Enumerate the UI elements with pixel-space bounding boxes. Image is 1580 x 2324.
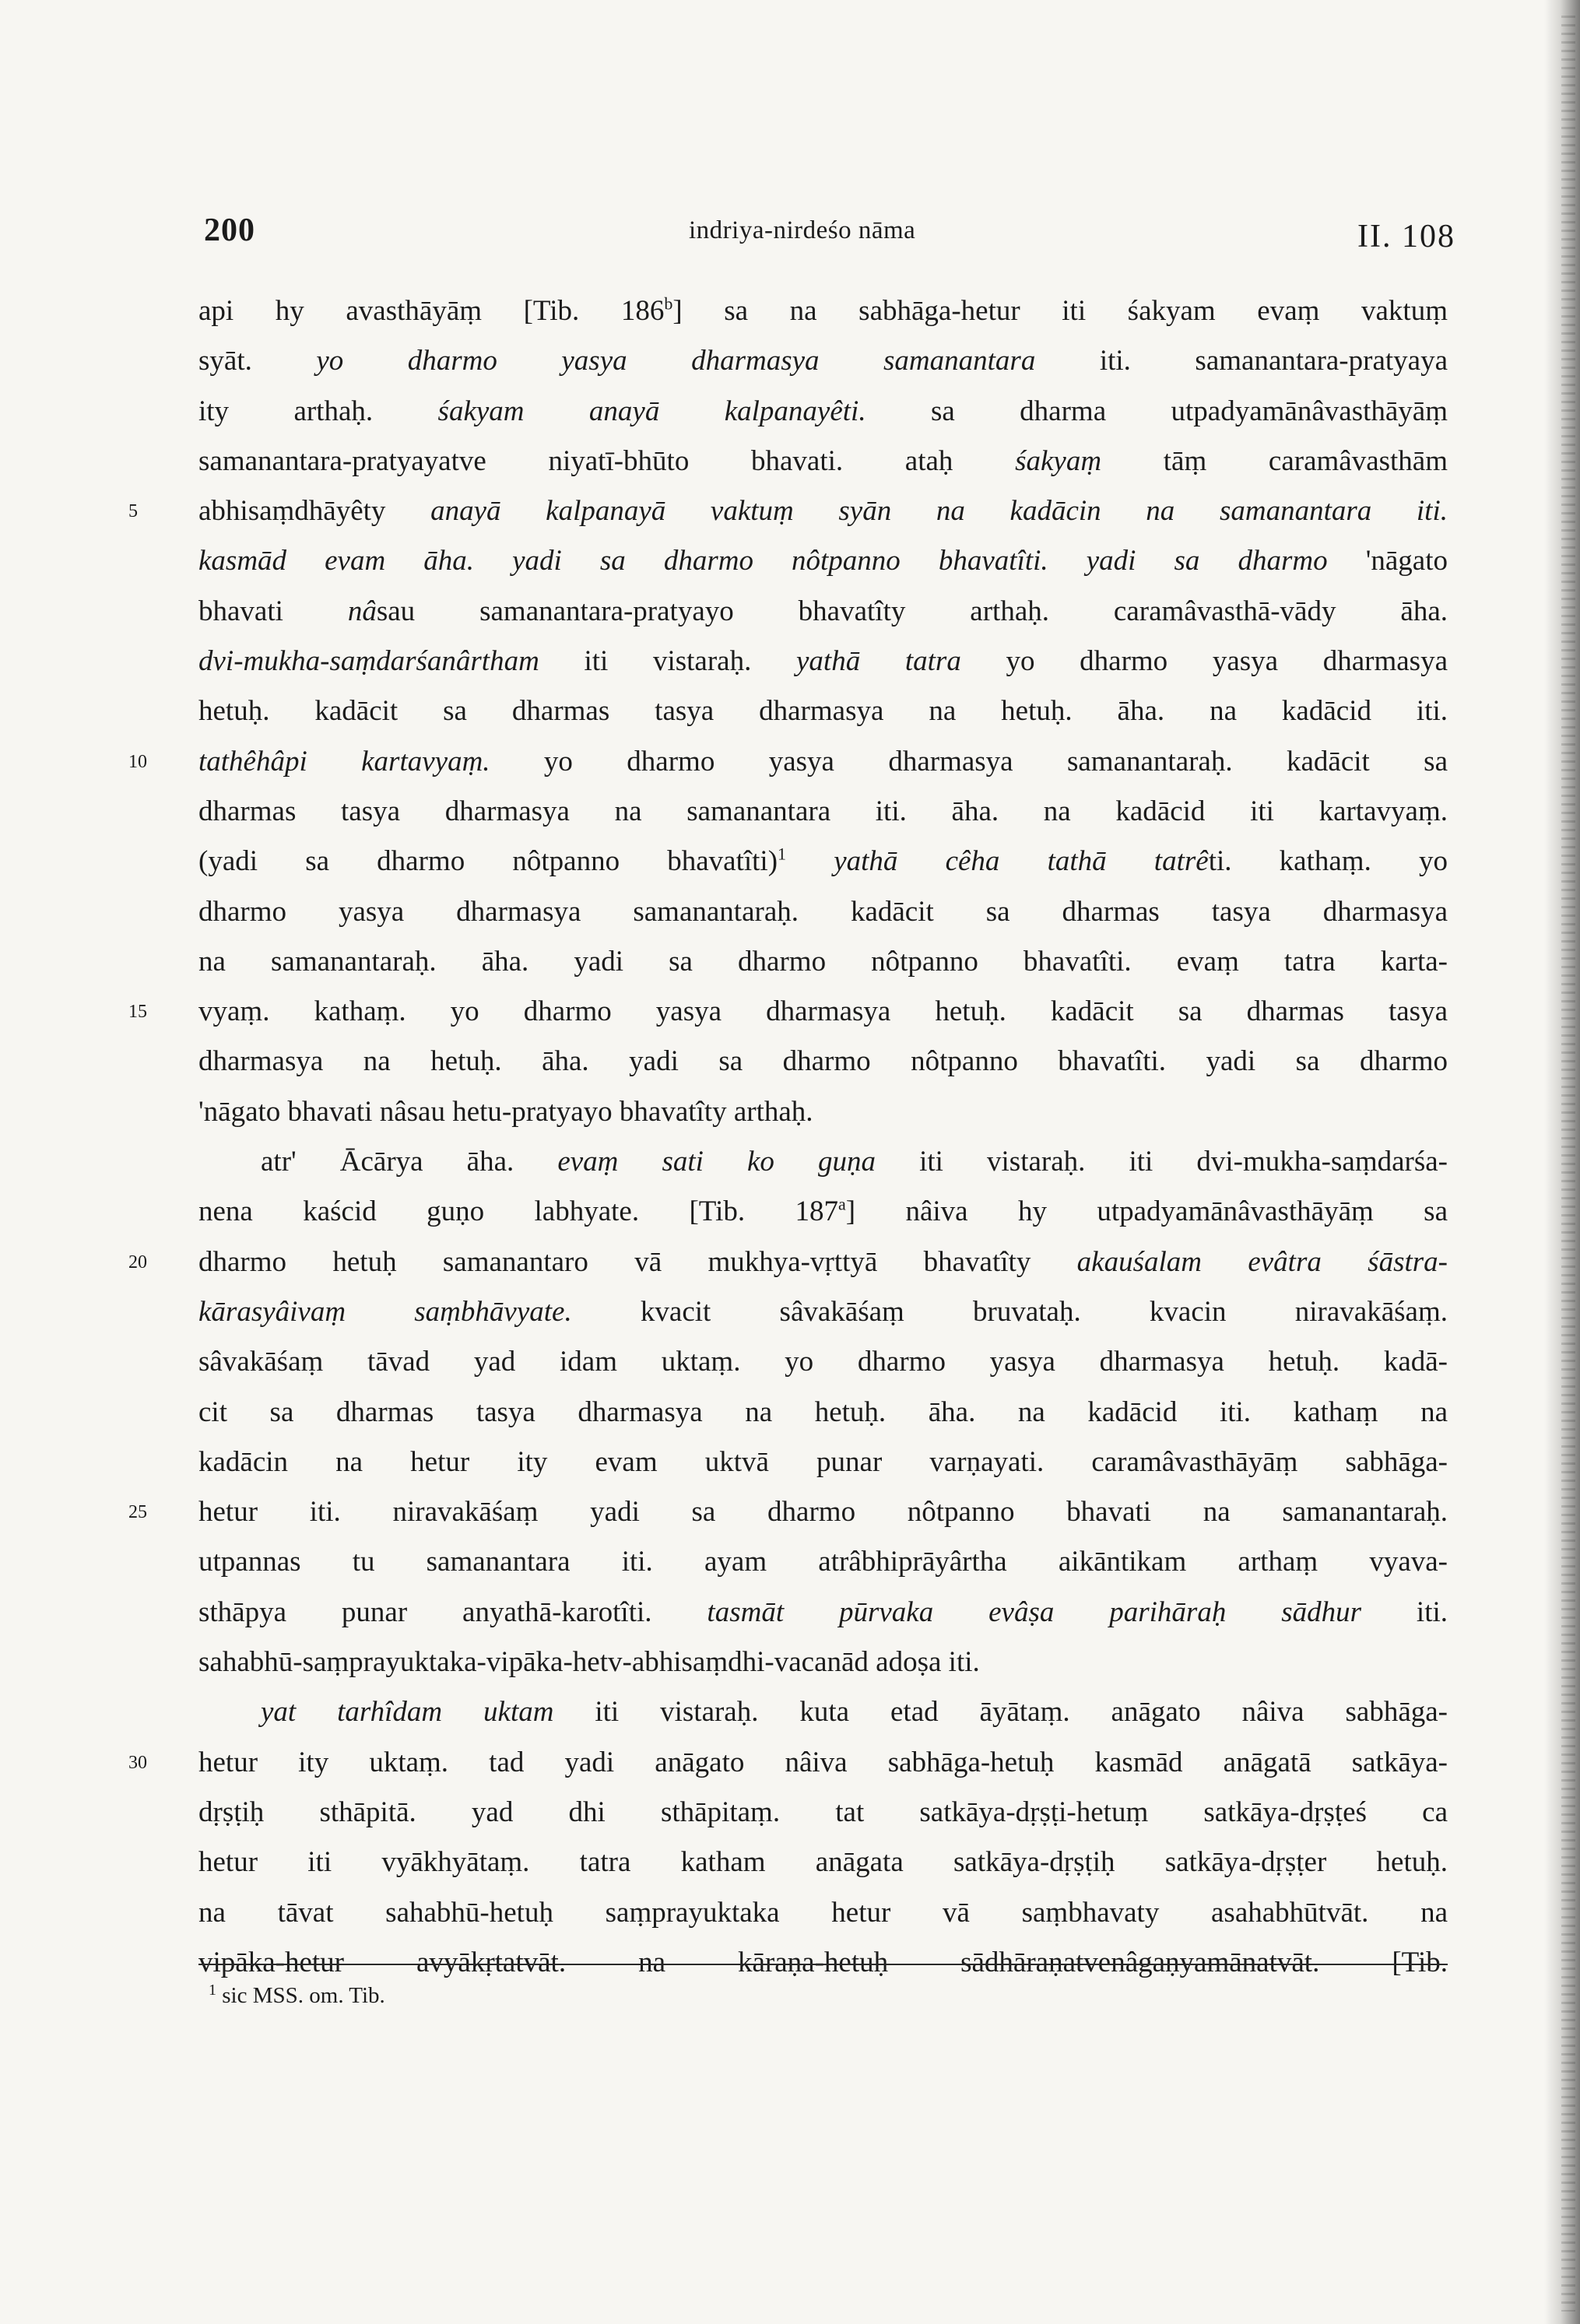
italic-segment: śakyam anayā kalpanayêti. xyxy=(437,395,866,427)
text-line xyxy=(198,787,1448,837)
text-segment: samanantara-pratyayatve niyatī-bhūto bhavati. ataḥ xyxy=(198,444,1016,477)
italic-segment: yat tarhîdam uktam xyxy=(261,1696,554,1729)
text-segment: ] nâiva hy utpadyamānâvasthāyāṃ sa xyxy=(845,1195,1448,1228)
text-line xyxy=(198,1337,1448,1387)
text-segment: yo dharmo yasya dharmasya samanantaraḥ. kadācit sa xyxy=(490,745,1448,778)
text-segment: (yadi sa dharmo nôtpanno bhavatîti) xyxy=(198,845,778,878)
text-line xyxy=(198,1438,1448,1487)
text-line xyxy=(198,1087,1448,1137)
text-line xyxy=(198,1588,1448,1638)
italic-segment: kasmād evam āha. yadi sa dharmo nôtpanno bhavatîti. xyxy=(198,545,1048,577)
line-number: 10 xyxy=(128,751,147,772)
page-number: 200 xyxy=(204,212,255,248)
text-segment: syāt. xyxy=(198,345,317,377)
text-line xyxy=(198,1888,1448,1938)
text-segment: cit sa dharmas tasya dharmasya na hetuḥ. āha. na kadācid iti. kathaṃ na xyxy=(198,1395,1448,1428)
text-segment: ] sa na sabhāga-hetur iti śakyam evaṃ vaktuṃ xyxy=(672,295,1448,327)
text-segment: tāṃ caramâvasthām xyxy=(1101,444,1448,477)
text-line xyxy=(198,437,1448,486)
line-number: 20 xyxy=(128,1252,147,1273)
text-segment: hetur iti. niravakāśaṃ yadi sa dharmo nôtpanno bhavati na samanantaraḥ. xyxy=(198,1496,1448,1529)
text-line xyxy=(128,486,1448,536)
text-line xyxy=(198,887,1448,937)
text-segment: kadācin na hetur ity evam uktvā punar varṇayati. caramâvasthāyāṃ sabhāga- xyxy=(198,1445,1448,1478)
text-line xyxy=(128,737,1448,787)
page-header xyxy=(0,212,1580,258)
text-line xyxy=(128,1738,1448,1788)
text-segment: nena kaścid guṇo labhyate. [Tib. 187 xyxy=(198,1195,838,1228)
text-line xyxy=(198,286,1448,336)
footnote-text: sic MSS. om. Tib. xyxy=(222,1983,385,2008)
line-number: 25 xyxy=(128,1502,147,1523)
text-segment xyxy=(1048,545,1087,577)
italic-segment: tathêhâpi kartavyaṃ. xyxy=(198,745,490,778)
text-segment: iti vistaraḥ. xyxy=(539,645,796,678)
text-line xyxy=(128,1237,1448,1287)
text-segment: iti. xyxy=(1361,1596,1448,1628)
text-segment: sahabhū-saṃprayuktaka-vipāka-hetv-abhisaṃdhi-vacanād adoṣa iti. xyxy=(198,1646,980,1679)
text-segment: sa dharma utpadyamānâvasthāyāṃ xyxy=(865,395,1448,427)
text-segment xyxy=(786,845,834,877)
text-line xyxy=(198,1187,1448,1237)
text-segment: iti vistaraḥ. kuta etad āyātaṃ. anāgato nâiva sabhāga- xyxy=(553,1696,1448,1729)
main-text xyxy=(128,286,1448,1988)
italic-segment: yo dharmo yasya dharmasya samanantara xyxy=(316,345,1036,377)
superscript: a xyxy=(837,1195,846,1215)
text-segment: sau samanantara-pratyayo bhavatîty arthaḥ. caramâvasthā-vādy āha. xyxy=(376,595,1448,627)
text-line xyxy=(198,837,1448,886)
italic-segment: dvi-mukha-saṃdarśanârtham xyxy=(198,645,539,678)
footnote xyxy=(209,1983,385,2009)
text-line xyxy=(198,1537,1448,1587)
text-segment: dṛṣṭiḥ sthāpitā. yad dhi sthāpitaṃ. tat satkāya-dṛṣṭi-hetuṃ satkāya-dṛṣṭeś ca xyxy=(198,1796,1448,1828)
italic-segment: anayā kalpanayā vaktuṃ syān na kadācin na samanantara iti. xyxy=(430,495,1448,528)
text-line xyxy=(198,1037,1448,1087)
text-line xyxy=(198,387,1448,437)
running-title: indriya-nirdeśo nāma xyxy=(689,216,916,244)
text-segment: atr' Ācārya āha. xyxy=(261,1146,558,1178)
text-line xyxy=(198,336,1448,386)
line-number: 15 xyxy=(128,1002,147,1023)
text-line xyxy=(198,1137,1448,1187)
italic-segment: tasmāt pūrvaka evâṣa parihāraḥ sādhur xyxy=(707,1596,1362,1628)
text-line xyxy=(198,637,1448,686)
text-line xyxy=(128,987,1448,1037)
text-line xyxy=(198,1388,1448,1438)
italic-segment: yathā tatra xyxy=(796,645,961,678)
footnote-marker: 1 xyxy=(209,1982,216,1999)
text-line xyxy=(198,1788,1448,1838)
text-line xyxy=(198,1638,1448,1687)
superscript: b xyxy=(664,293,673,314)
text-line xyxy=(198,1287,1448,1337)
text-segment: hetuḥ. kadācit sa dharmas tasya dharmasya na hetuḥ. āha. na kadācid iti. xyxy=(198,695,1448,728)
text-segment: dharmo hetuḥ samanantaro vā mukhya-vṛttyā bhavatîty xyxy=(198,1245,1077,1278)
line-number: 30 xyxy=(128,1752,147,1773)
text-line xyxy=(198,686,1448,736)
text-line xyxy=(198,937,1448,987)
text-line xyxy=(198,587,1448,637)
italic-segment: śakyaṃ xyxy=(1015,444,1102,477)
text-segment: hetur ity uktaṃ. tad yadi anāgato nâiva sabhāga-hetuḥ kasmād anāgatā satkāya- xyxy=(198,1746,1448,1778)
text-segment: yo dharmo yasya dharmasya xyxy=(960,645,1448,678)
italic-segment: yadi sa dharmo xyxy=(1086,545,1328,577)
text-segment: 'nāgato xyxy=(1327,545,1448,577)
italic-segment: kārasyâivaṃ saṃbhāvyate. xyxy=(198,1295,572,1328)
text-segment: na tāvat sahabhū-hetuḥ saṃprayuktaka hetur vā saṃbhavaty asahabhūtvāt. na xyxy=(198,1896,1448,1929)
text-segment: hetur iti vyākhyātaṃ. tatra katham anāgata satkāya-dṛṣṭiḥ satkāya-dṛṣṭer hetuḥ. xyxy=(198,1846,1448,1879)
italic-segment: akauśalam evâtra śāstra- xyxy=(1076,1245,1448,1278)
text-segment: na samanantaraḥ. āha. yadi sa dharmo nôtpanno bhavatîti. evaṃ tatra karta- xyxy=(198,945,1448,978)
text-segment: dharmas tasya dharmasya na samanantara iti. āha. na kadācid iti kartavyaṃ. xyxy=(198,795,1448,827)
text-segment: sâvakāśaṃ tāvad yad idam uktaṃ. yo dharmo yasya dharmasya hetuḥ. kadā- xyxy=(198,1346,1448,1378)
text-segment: iti vistaraḥ. iti dvi-mukha-saṃdarśa- xyxy=(876,1146,1448,1178)
italic-segment: yathā cêha tathā tatrê xyxy=(834,845,1209,878)
text-line xyxy=(198,1938,1448,1988)
text-segment: dharmo yasya dharmasya samanantaraḥ. kadācit sa dharmas tasya dharmasya xyxy=(198,895,1448,928)
text-segment: sthāpya punar anyathā-karotîti. xyxy=(198,1596,707,1628)
text-segment: 'nāgato bhavati nâsau hetu-pratyayo bhavatîty arthaḥ. xyxy=(198,1095,813,1128)
text-segment: dharmasya na hetuḥ. āha. yadi sa dharmo nôtpanno bhavatîti. yadi sa dharmo xyxy=(198,1045,1448,1078)
superscript: 1 xyxy=(778,844,787,864)
text-segment: vyaṃ. kathaṃ. yo dharmo yasya dharmasya hetuḥ. kadācit sa dharmas tasya xyxy=(198,995,1448,1028)
page-edge-speckle xyxy=(1561,16,1575,2312)
text-segment: kvacit sâvakāśaṃ bruvataḥ. kvacin niravakāśaṃ. xyxy=(571,1295,1448,1328)
text-segment: vipāka-hetur avyākṛtatvāt. na kāraṇa-hetuḥ sādhāraṇatvenâgaṇyamānatvāt. [Tib. xyxy=(198,1946,1448,1978)
text-segment: ity arthaḥ. xyxy=(198,395,438,427)
text-segment: ti. kathaṃ. yo xyxy=(1208,845,1448,878)
text-line xyxy=(198,1838,1448,1887)
text-segment: api hy avasthāyāṃ [Tib. 186 xyxy=(198,295,665,327)
text-line xyxy=(128,1487,1448,1537)
footnote-rule xyxy=(198,1964,1448,1965)
text-segment: iti. samanantara-pratyaya xyxy=(1035,345,1448,377)
italic-segment: evaṃ sati ko guṇa xyxy=(557,1146,876,1178)
line-number: 5 xyxy=(128,501,138,522)
text-segment: bhavati xyxy=(198,595,348,627)
text-segment: utpannas tu samanantara iti. ayam atrâbhiprāyârtha aikāntikam arthaṃ vyava- xyxy=(198,1546,1448,1578)
text-line xyxy=(198,536,1448,586)
text-line xyxy=(198,1687,1448,1737)
section-reference: II. 108 xyxy=(1357,219,1455,255)
italic-segment: nâ xyxy=(347,595,377,627)
text-segment: abhisaṃdhāyêty xyxy=(198,495,431,528)
